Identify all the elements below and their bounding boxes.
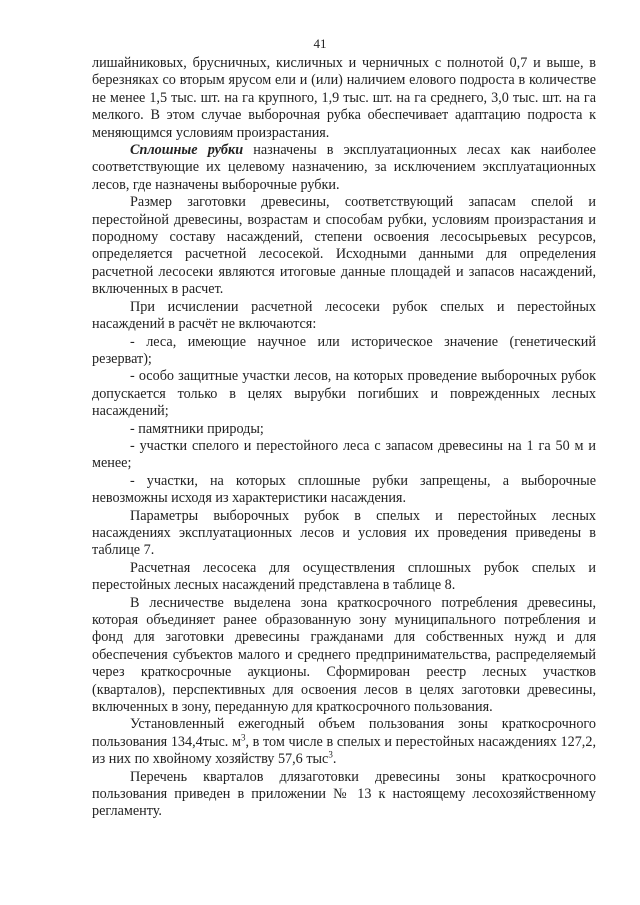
page-number: 41 xyxy=(313,36,327,51)
list-item-low-stock-plots: - участки спелого и перестойного леса с запасом древесины на 1 га 50 м и менее; xyxy=(92,437,596,472)
clear-cutting-term: Сплошные рубки xyxy=(130,142,244,159)
paragraph-quarter-list: Перечень кварталов длязаготовки древесины зоны краткосрочного пользования приведен в приложении № 13 к настоящему лесохозяйственному регламенту. xyxy=(92,768,596,820)
paragraph-exclusions-intro: При исчислении расчетной лесосеки рубок спелых и перестойных насаждений в расчёт не включаются: xyxy=(92,298,596,333)
paragraph-allowable-cut: Расчетная лесосека для осуществления сплошных рубок спелых и перестойных лесных насаждений представлена в таблице 8. xyxy=(92,559,596,594)
list-item-genetic-reserve: - леса, имеющие научное или историческое значение (генетический резерват); xyxy=(92,333,596,367)
paragraph-continuation: лишайниковых, брусничных, кисличных и черничных с полнотой 0,7 и выше, в березняках со вторым ярусом ели и (или) наличием елового подроста в количестве не менее 1,5 тыс. шт. на га крупного, 1,9 тыс. шт. на га среднего, 3,0 тыс. шт. на га мелкого. В этом случае выборочная рубка обеспечивает адаптацию подроста к меняющимся условиям произрастания. xyxy=(92,55,596,141)
superscript-3: 3 xyxy=(240,732,246,743)
paragraph-annual-volume xyxy=(92,716,596,768)
paragraph-harvest-size: Размер заготовки древесины, соответствующий запасам спелой и перестойной древесины, возрастам и способам рубки, условиям произрастания и породному составу насаждений, степени освоения лесосырьевых ресурсов, определяется расчетной лесосекой. Исходными данными для определения расчетной лесосеки являются итоговые данные площадей и запасов насаждений, включенных в расчет. xyxy=(92,194,596,298)
clear-cutting-text: назначены в эксплуатационных лесах как наиболее соответствующие их целевому назначению, за исключением эксплуатационных лесов, где назначены выборочные рубки. xyxy=(92,142,596,193)
paragraph-clear-cutting xyxy=(92,142,596,194)
list-item-natural-monuments: - памятники природы; xyxy=(130,420,264,437)
paragraph-short-term-zone: В лесничестве выделена зона краткосрочного потребления древесины, которая объединяет ранее образованную зону муниципального потребления и фонд для заготовки древесины гражданами для собственных нужд и для обеспечения субъектов малого и среднего предпринимательства, распределяемый через краткосрочные аукционы. Сформирован реестр лесных участков (кварталов), перспективных для освоения лесов в целях заготовки древесины, включенных в зону, переданную для краткосрочного пользования. xyxy=(92,594,596,716)
body-text xyxy=(92,55,596,821)
paragraph-selective-params: Параметры выборочных рубок в спелых и перестойных лесных насаждениях эксплуатационных лесов и условия их проведения приведены в таблице 7. xyxy=(92,507,596,559)
annual-volume-text-3: . xyxy=(332,751,337,768)
list-item-protective-areas: - особо защитные участки лесов, на которых проведение выборочных рубок допускается только в целях вырубки погибших и поврежденных лесных насаждений; xyxy=(92,368,596,420)
superscript-3: 3 xyxy=(328,749,333,760)
list-item-prohibited-plots: - участки, на которых сплошные рубки запрещены, а выборочные невозможны исходя из характеристики насаждения. xyxy=(92,472,596,507)
annual-volume-text-2: , в том числе в спелых и перестойных насаждениях 127,2, из них по хвойному хозяйству 57,6 тыс xyxy=(92,733,596,768)
annual-volume-text-1: Установленный ежегодный объем пользования зоны краткосрочного пользования 134,4тыс. м xyxy=(92,716,596,750)
